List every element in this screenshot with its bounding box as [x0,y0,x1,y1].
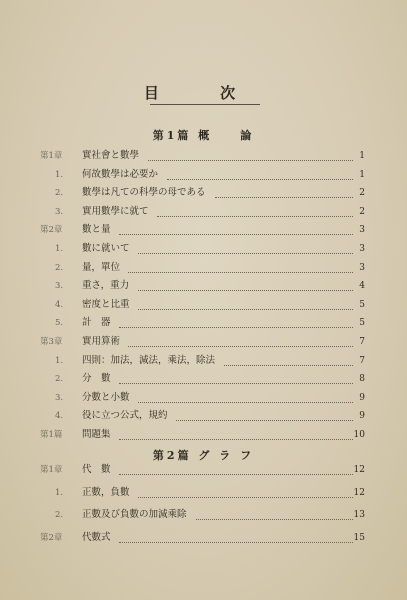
dot-leader [196,503,353,520]
toc-number: 第2章 [40,225,63,236]
toc-number: 4. [54,299,64,310]
toc-label: 正數，負數 [82,486,130,498]
toc-number: 第1章 [40,465,63,475]
toc-label: 何故數學は必要か [82,168,159,180]
toc-page-number: 12 [353,465,365,475]
toc-page-number: 13 [353,510,365,520]
dot-leader [176,404,353,421]
toc-label: 數と量 [82,224,111,236]
dot-leader [138,274,353,291]
toc-number: 2. [54,188,64,199]
toc-number: 1. [54,244,64,254]
toc-number: 第1章 [40,151,63,161]
dot-leader [138,386,353,403]
dot-leader [119,311,353,328]
toc-label: 實用數學に就て [82,205,149,217]
toc-row [0,371,407,387]
toc-row [0,462,407,478]
toc-page-number: 12 [353,487,365,498]
title-underline [150,104,260,105]
dot-leader [119,367,353,384]
toc-label: 實社會と數學 [82,150,140,161]
toc-number: 4. [54,411,64,422]
toc-row [0,297,407,313]
toc-page-number: 5 [359,299,365,310]
toc-page-number: 2 [359,188,365,199]
toc-page-number: 2 [359,206,365,217]
toc-label: 正數及び負數の加減乘除 [82,509,187,520]
toc-label: 役に立つ公式，規約 [82,410,168,422]
dot-leader [215,181,353,198]
toc-number: 3. [54,281,64,292]
dot-leader [128,330,353,347]
toc-number: 3. [54,392,64,403]
toc-row [0,167,407,183]
toc-label: 實用算術 [82,336,121,347]
toc-row [0,485,407,501]
toc-row [0,530,407,546]
dot-leader [119,423,353,440]
toc-number: 第1篇 [40,430,63,440]
toc-page-number: 1 [359,151,365,161]
dot-leader [138,293,353,310]
toc-label: 問題集 [82,429,111,440]
toc-number: 第2章 [40,532,63,543]
dot-leader [167,163,353,180]
toc-page-number: 4 [359,281,365,292]
toc-number: 1. [54,487,64,498]
toc-page-number: 1 [359,169,365,180]
part-1-heading: 第1篇 概 論 [152,129,255,142]
dot-leader [119,526,353,543]
toc-label: 量，單位 [82,261,121,273]
toc-label: 計 器 [82,317,111,329]
toc-row [0,204,407,220]
toc-label: 代數式 [82,531,111,543]
toc-page-number: 9 [359,411,365,422]
toc-page-number: 3 [359,225,365,236]
dot-leader [224,349,353,366]
toc-number: 3. [54,206,64,217]
toc-row [0,260,407,276]
toc-row [0,148,407,164]
toc-row [0,334,407,350]
toc-page-number: 10 [353,430,365,440]
toc-number: 1. [54,169,64,180]
toc-row [0,185,407,201]
toc-row [0,390,407,406]
toc-page-number: 7 [359,337,365,347]
toc-number: 2. [54,374,64,385]
part-2-heading: 第2篇 グ ラ フ [152,449,255,462]
toc-page-number: 3 [359,262,365,273]
toc-page-number: 15 [353,532,365,543]
toc-page-number: 9 [359,392,365,403]
dot-leader [119,218,353,235]
toc-number: 第3章 [40,337,63,347]
toc-number: 1. [54,355,64,366]
toc-label: 數に就いて [82,243,130,254]
page-title: 目 次 [143,84,264,102]
toc-label: 數學は凡ての科學の母である [82,187,206,199]
toc-label: 四則：加法，減法，乘法，除法 [82,354,216,366]
toc-row [0,427,407,443]
dot-leader [119,458,353,475]
toc-page-number: 3 [359,244,365,254]
toc-page-number: 8 [359,374,365,385]
dot-leader [128,256,353,273]
toc-label: 分 數 [82,373,111,385]
toc-row [0,507,407,523]
dot-leader [138,237,353,254]
toc-page-number: 7 [359,355,365,366]
toc-page-number: 5 [359,318,365,329]
toc-label: 密度と比重 [82,298,130,310]
dot-leader [148,144,353,161]
toc-row [0,278,407,294]
toc-row [0,408,407,424]
toc-row [0,353,407,369]
toc-label: 代 數 [82,464,111,475]
toc-row [0,315,407,331]
toc-label: 分數と小數 [82,391,130,403]
toc-number: 2. [54,262,64,273]
toc-number: 2. [54,510,64,520]
toc-row [0,222,407,238]
dot-leader [157,200,353,217]
toc-number: 5. [54,318,64,329]
toc-row [0,241,407,257]
toc-label: 重さ，重力 [82,280,130,292]
dot-leader [138,481,353,498]
